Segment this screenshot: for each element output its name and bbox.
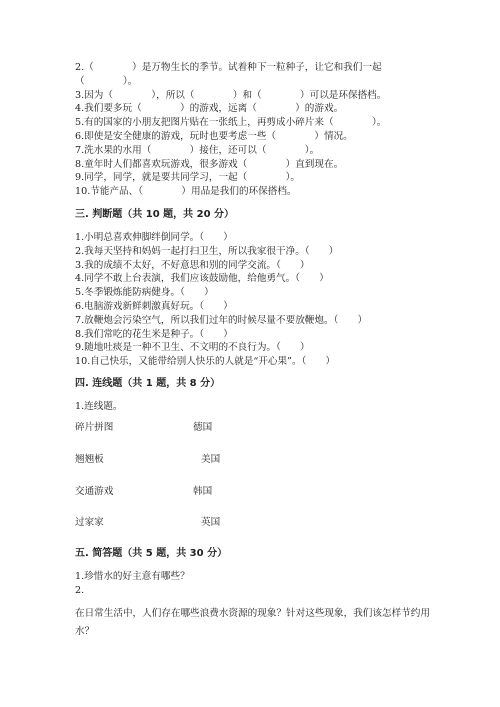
matching-left-item: 过家家 bbox=[75, 517, 104, 528]
judgement-item: 2.我每天坚持和妈妈一起打扫卫生，所以我家很干净。（ ） bbox=[75, 246, 339, 257]
section-heading-short-answer: 五. 简答题（共 5 题，共 30 分） bbox=[75, 548, 228, 559]
section-heading-matching: 四. 连线题（共 1 题，共 8 分） bbox=[75, 378, 221, 389]
fill-blank-item: 7.洗水果的水用（ ）接住，还可以（ ）。 bbox=[75, 145, 320, 156]
judgement-item: 1.小明总喜欢伸脚绊倒同学。（ ） bbox=[75, 232, 233, 243]
judgement-item: 7.放鞭炮会污染空气，所以我们过年的时候尽量不要放鞭炮。（ ） bbox=[75, 315, 368, 326]
judgement-item: 5.冬季锻炼能防病健身。（ ） bbox=[75, 287, 214, 298]
fill-blank-item: （ ）。 bbox=[75, 76, 138, 87]
judgement-item: 3.我的成绩不太好，不好意思和别的同学交流。（ ） bbox=[75, 260, 310, 271]
matching-right-item: 德国 bbox=[193, 422, 213, 433]
short-answer-question: 2. bbox=[75, 585, 85, 596]
judgement-item: 8.我们常吃的花生米是种子。（ ） bbox=[75, 329, 233, 340]
matching-right-item: 英国 bbox=[201, 517, 221, 528]
judgement-item: 9.随地吐痰是一种不卫生、不文明的不良行为。（ ） bbox=[75, 342, 310, 353]
matching-right-item: 韩国 bbox=[193, 486, 213, 497]
matching-left-item: 翘翘板 bbox=[75, 454, 104, 465]
fill-blank-item: 9.同学，同学，就是要共同学习，一起（ ）。 bbox=[75, 172, 301, 183]
fill-blank-item: 10.节能产品、（ ）用品是我们的环保搭档。 bbox=[75, 186, 297, 197]
short-answer-question: 1.珍惜水的好主意有哪些？ bbox=[75, 571, 190, 582]
matching-right-item: 美国 bbox=[201, 454, 221, 465]
fill-blank-item: 8.童年时人们都喜欢玩游戏，很多游戏（ ）直到现在。 bbox=[75, 159, 344, 170]
fill-blank-item: 2.（ ）是万物生长的季节。试着种下一粒种子，让它和我们一起 bbox=[75, 62, 382, 73]
judgement-item: 6.电脑游戏新鲜刺激真好玩。（ ） bbox=[75, 301, 233, 312]
matching-left-item: 碎片拼图 bbox=[75, 422, 114, 433]
fill-blank-item: 3.因为（ ），所以（ ）和（ ）可以是环保搭档。 bbox=[75, 90, 387, 101]
fill-blank-item: 4.我们要多玩（ ）的游戏，远离（ ）的游戏。 bbox=[75, 103, 344, 114]
matching-question: 1.连线题。 bbox=[75, 401, 123, 412]
judgement-item: 4.同学不敢上台表演，我们应该鼓励他，给他勇气。（ ） bbox=[75, 273, 329, 284]
fill-blank-item: 6.即使是安全健康的游戏，玩时也要考虑一些（ ）情况。 bbox=[75, 131, 353, 142]
section-heading-judgement: 三. 判断题（共 10 题，共 20 分） bbox=[75, 209, 235, 220]
short-answer-question: 在日常生活中，人们存在哪些浪费水资源的现象？针对这些现象，我们该怎样节约用水？ bbox=[75, 608, 430, 637]
judgement-item: 10.自己快乐，又能带给别人快乐的人就是“开心果”。（ ） bbox=[75, 356, 336, 367]
matching-left-item: 交通游戏 bbox=[75, 486, 114, 497]
fill-blank-item: 5.有的国家的小朋友把图片贴在一张纸上，再剪成小碎片来（ ）。 bbox=[75, 117, 387, 128]
